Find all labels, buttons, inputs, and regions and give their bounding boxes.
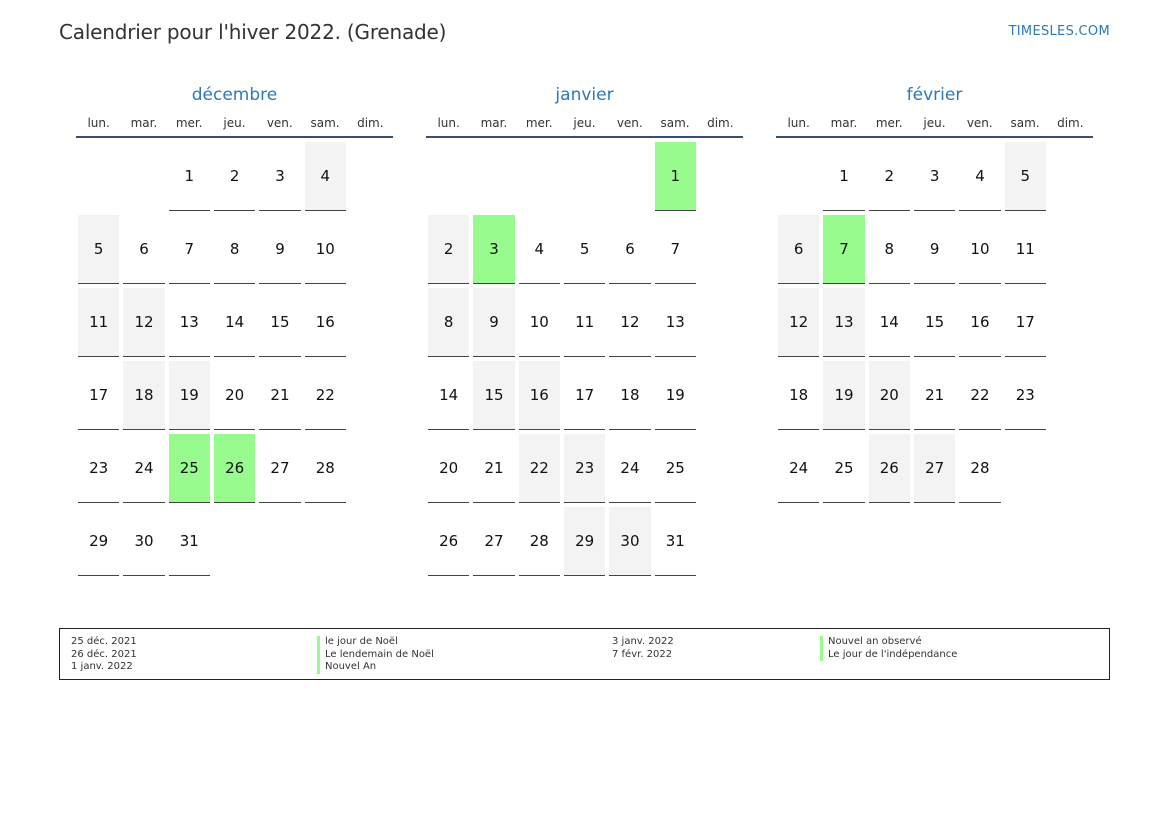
day-number: 30 — [123, 507, 164, 576]
day-number: 13 — [823, 288, 864, 357]
empty-cell — [76, 142, 121, 215]
legend-date: 1 janv. 2022 — [71, 661, 133, 672]
day-cell[interactable] — [426, 215, 471, 288]
day-number: 11 — [78, 288, 119, 357]
empty-cell — [517, 142, 562, 215]
day-number: 15 — [473, 361, 514, 430]
day-cell[interactable] — [912, 142, 957, 215]
day-number: 12 — [778, 288, 819, 357]
day-cell-holiday[interactable] — [167, 434, 212, 507]
day-cell[interactable] — [426, 507, 471, 580]
day-number: 9 — [914, 215, 955, 284]
day-cell[interactable] — [76, 361, 121, 434]
day-number: 10 — [959, 215, 1000, 284]
day-cell[interactable] — [912, 288, 957, 361]
day-number: 21 — [473, 434, 514, 503]
day-number: 30 — [609, 507, 650, 576]
day-number: 15 — [259, 288, 300, 357]
day-cell[interactable] — [867, 142, 912, 215]
day-cell[interactable] — [257, 142, 302, 215]
day-number: 25 — [823, 434, 864, 503]
legend-holiday-name: le jour de Noël — [317, 636, 434, 649]
day-number: 2 — [214, 142, 255, 211]
day-number: 13 — [655, 288, 696, 357]
day-grid — [776, 142, 1093, 507]
page-title: Calendrier pour l'hiver 2022. (Grenade) — [59, 20, 447, 44]
day-number: 3 — [914, 142, 955, 211]
day-cell[interactable] — [1003, 361, 1048, 434]
day-number: 18 — [609, 361, 650, 430]
month-name: janvier — [555, 85, 614, 105]
legend-date: 7 févr. 2022 — [612, 648, 673, 660]
day-cell[interactable] — [867, 215, 912, 288]
day-number: 10 — [305, 215, 346, 284]
day-number: 15 — [914, 288, 955, 357]
day-cell[interactable] — [517, 434, 562, 507]
day-number: 17 — [564, 361, 605, 430]
day-cell[interactable] — [426, 434, 471, 507]
day-cell[interactable] — [471, 288, 516, 361]
day-number: 25 — [655, 434, 696, 503]
empty-cell — [562, 142, 607, 215]
day-number: 21 — [259, 361, 300, 430]
day-number: 4 — [959, 142, 1000, 211]
day-number: 4 — [305, 142, 346, 211]
day-number: 12 — [123, 288, 164, 357]
day-number: 20 — [869, 361, 910, 430]
legend-date: 25 déc. 2021 — [71, 636, 137, 647]
day-number: 31 — [655, 507, 696, 576]
day-number: 22 — [305, 361, 346, 430]
day-number: 7 — [169, 215, 210, 284]
day-number: 27 — [914, 434, 955, 503]
weekday-header — [76, 116, 393, 138]
day-cell[interactable] — [957, 215, 1002, 288]
day-cell[interactable] — [562, 215, 607, 288]
legend-date: 3 janv. 2022 — [612, 636, 674, 647]
legend-holiday-name: Le lendemain de Noël — [317, 649, 434, 662]
day-number: 26 — [214, 434, 255, 503]
day-number: 14 — [214, 288, 255, 357]
day-number: 28 — [959, 434, 1000, 503]
legend-names-right — [820, 636, 957, 661]
day-number: 9 — [473, 288, 514, 357]
day-cell[interactable] — [426, 361, 471, 434]
weekday-label: sam. — [660, 116, 690, 130]
day-number: 1 — [169, 142, 210, 211]
day-number: 22 — [519, 434, 560, 503]
day-cell[interactable] — [821, 434, 866, 507]
day-number: 17 — [78, 361, 119, 430]
day-cell[interactable] — [653, 507, 698, 580]
day-cell-holiday[interactable] — [821, 215, 866, 288]
day-cell-holiday[interactable] — [212, 434, 257, 507]
day-cell[interactable] — [303, 361, 348, 434]
day-cell[interactable] — [562, 288, 607, 361]
holiday-legend — [59, 628, 1110, 680]
site-link[interactable]: TIMESLES.COM — [1008, 24, 1110, 39]
day-cell[interactable] — [957, 434, 1002, 507]
day-number: 25 — [169, 434, 210, 503]
day-cell[interactable] — [607, 434, 652, 507]
day-cell[interactable] — [912, 434, 957, 507]
day-number: 21 — [914, 361, 955, 430]
legend-holiday-name: Nouvel an observé — [820, 636, 957, 649]
empty-cell — [471, 142, 516, 215]
day-number: 7 — [655, 215, 696, 284]
day-cell[interactable] — [653, 361, 698, 434]
day-number: 8 — [869, 215, 910, 284]
day-number: 24 — [123, 434, 164, 503]
day-cell[interactable] — [957, 361, 1002, 434]
weekday-label: dim. — [707, 116, 734, 130]
day-cell[interactable] — [562, 361, 607, 434]
day-cell[interactable] — [957, 288, 1002, 361]
day-number: 16 — [305, 288, 346, 357]
day-cell[interactable] — [776, 361, 821, 434]
day-cell[interactable] — [1003, 142, 1048, 215]
day-number: 29 — [78, 507, 119, 576]
weekday-label: mar. — [130, 116, 158, 130]
weekday-header — [776, 116, 1093, 138]
weekday-label: jeu. — [923, 116, 946, 130]
day-number: 3 — [259, 142, 300, 211]
weekday-label: lun. — [787, 116, 810, 130]
day-cell[interactable] — [76, 434, 121, 507]
weekday-label: dim. — [357, 116, 384, 130]
day-number: 29 — [564, 507, 605, 576]
day-number: 6 — [778, 215, 819, 284]
day-number: 26 — [428, 507, 469, 576]
day-cell[interactable] — [821, 288, 866, 361]
day-cell[interactable] — [121, 361, 166, 434]
day-cell[interactable] — [257, 215, 302, 288]
day-cell[interactable] — [76, 288, 121, 361]
weekday-label: sam. — [1010, 116, 1040, 130]
weekday-label: sam. — [310, 116, 340, 130]
day-number: 24 — [609, 434, 650, 503]
day-number: 23 — [1005, 361, 1046, 430]
day-number: 27 — [259, 434, 300, 503]
legend-holiday-name: Le jour de l'indépendance — [820, 649, 957, 662]
day-cell[interactable] — [471, 507, 516, 580]
day-cell[interactable] — [303, 142, 348, 215]
day-cell[interactable] — [257, 434, 302, 507]
day-cell[interactable] — [821, 142, 866, 215]
weekday-label: ven. — [266, 116, 293, 130]
day-cell[interactable] — [517, 288, 562, 361]
day-number: 5 — [564, 215, 605, 284]
day-cell[interactable] — [212, 142, 257, 215]
day-cell[interactable] — [471, 434, 516, 507]
day-cell[interactable] — [212, 361, 257, 434]
day-cell[interactable] — [776, 434, 821, 507]
legend-holiday-name: Nouvel An — [317, 661, 434, 674]
day-grid — [426, 142, 743, 580]
day-number: 16 — [959, 288, 1000, 357]
weekday-label: dim. — [1057, 116, 1084, 130]
day-number: 16 — [519, 361, 560, 430]
empty-cell — [607, 142, 652, 215]
legend-date: 26 déc. 2021 — [71, 648, 137, 660]
day-number: 2 — [869, 142, 910, 211]
day-cell[interactable] — [867, 288, 912, 361]
day-cell[interactable] — [76, 507, 121, 580]
weekday-label: jeu. — [223, 116, 246, 130]
day-number: 6 — [609, 215, 650, 284]
day-cell[interactable] — [867, 361, 912, 434]
day-cell[interactable] — [776, 288, 821, 361]
legend-dates-left — [71, 636, 137, 674]
day-number: 26 — [869, 434, 910, 503]
day-cell[interactable] — [303, 434, 348, 507]
day-cell[interactable] — [776, 215, 821, 288]
day-number: 1 — [823, 142, 864, 211]
day-cell[interactable] — [653, 288, 698, 361]
day-number: 18 — [778, 361, 819, 430]
day-cell[interactable] — [607, 288, 652, 361]
day-cell[interactable] — [562, 507, 607, 580]
weekday-header — [426, 116, 743, 138]
day-number: 8 — [214, 215, 255, 284]
weekday-label: mar. — [830, 116, 858, 130]
month-february — [776, 84, 1093, 507]
day-number: 28 — [305, 434, 346, 503]
weekday-label: lun. — [437, 116, 460, 130]
day-number: 20 — [214, 361, 255, 430]
weekday-label: mar. — [480, 116, 508, 130]
day-number: 19 — [823, 361, 864, 430]
day-number: 4 — [519, 215, 560, 284]
day-number: 7 — [823, 215, 864, 284]
day-cell-holiday[interactable] — [471, 215, 516, 288]
weekday-label: lun. — [87, 116, 110, 130]
weekday-label: ven. — [966, 116, 993, 130]
day-cell[interactable] — [426, 288, 471, 361]
day-cell[interactable] — [607, 361, 652, 434]
day-cell-holiday[interactable] — [653, 142, 698, 215]
empty-cell — [776, 142, 821, 215]
weekday-label: mer. — [875, 116, 903, 130]
day-number: 28 — [519, 507, 560, 576]
day-number: 18 — [123, 361, 164, 430]
weekday-label: jeu. — [573, 116, 596, 130]
empty-cell — [426, 142, 471, 215]
day-cell[interactable] — [257, 361, 302, 434]
day-number: 12 — [609, 288, 650, 357]
day-cell[interactable] — [912, 215, 957, 288]
day-number: 14 — [869, 288, 910, 357]
weekday-label: mer. — [175, 116, 203, 130]
day-cell[interactable] — [517, 507, 562, 580]
day-cell[interactable] — [303, 288, 348, 361]
day-number: 3 — [473, 215, 514, 284]
day-cell[interactable] — [1003, 288, 1048, 361]
day-number: 6 — [123, 215, 164, 284]
day-number: 14 — [428, 361, 469, 430]
day-cell[interactable] — [76, 215, 121, 288]
day-number: 23 — [78, 434, 119, 503]
day-number: 5 — [78, 215, 119, 284]
day-cell[interactable] — [212, 288, 257, 361]
day-number: 19 — [655, 361, 696, 430]
month-january — [426, 84, 743, 580]
day-cell[interactable] — [607, 507, 652, 580]
day-cell[interactable] — [867, 434, 912, 507]
day-cell[interactable] — [167, 361, 212, 434]
day-grid — [76, 142, 393, 580]
day-cell[interactable] — [167, 288, 212, 361]
day-number: 8 — [428, 288, 469, 357]
day-number: 23 — [564, 434, 605, 503]
day-cell[interactable] — [471, 361, 516, 434]
day-number: 31 — [169, 507, 210, 576]
day-number: 1 — [655, 142, 696, 211]
day-cell[interactable] — [562, 434, 607, 507]
day-number: 13 — [169, 288, 210, 357]
month-name: décembre — [191, 85, 278, 105]
day-cell[interactable] — [1003, 215, 1048, 288]
day-cell[interactable] — [167, 507, 212, 580]
day-cell[interactable] — [212, 215, 257, 288]
day-cell[interactable] — [121, 507, 166, 580]
day-number: 22 — [959, 361, 1000, 430]
weekday-label: mer. — [525, 116, 553, 130]
day-cell[interactable] — [912, 361, 957, 434]
day-cell[interactable] — [257, 288, 302, 361]
day-cell[interactable] — [121, 215, 166, 288]
day-cell[interactable] — [821, 361, 866, 434]
day-cell[interactable] — [303, 215, 348, 288]
day-number: 10 — [519, 288, 560, 357]
day-number: 27 — [473, 507, 514, 576]
day-cell[interactable] — [517, 361, 562, 434]
day-cell[interactable] — [653, 215, 698, 288]
day-number: 9 — [259, 215, 300, 284]
day-number: 11 — [1005, 215, 1046, 284]
day-cell[interactable] — [167, 215, 212, 288]
month-december — [76, 84, 393, 580]
legend-names-left — [317, 636, 434, 674]
day-cell[interactable] — [121, 288, 166, 361]
day-number: 5 — [1005, 142, 1046, 211]
day-cell[interactable] — [121, 434, 166, 507]
day-number: 17 — [1005, 288, 1046, 357]
day-cell[interactable] — [957, 142, 1002, 215]
day-number: 24 — [778, 434, 819, 503]
day-number: 2 — [428, 215, 469, 284]
day-number: 20 — [428, 434, 469, 503]
month-name: février — [906, 85, 963, 105]
day-cell[interactable] — [653, 434, 698, 507]
day-cell[interactable] — [167, 142, 212, 215]
legend-dates-right — [612, 636, 674, 661]
day-number: 11 — [564, 288, 605, 357]
weekday-label: ven. — [616, 116, 643, 130]
empty-cell — [121, 142, 166, 215]
day-cell[interactable] — [517, 215, 562, 288]
day-cell[interactable] — [607, 215, 652, 288]
day-number: 19 — [169, 361, 210, 430]
